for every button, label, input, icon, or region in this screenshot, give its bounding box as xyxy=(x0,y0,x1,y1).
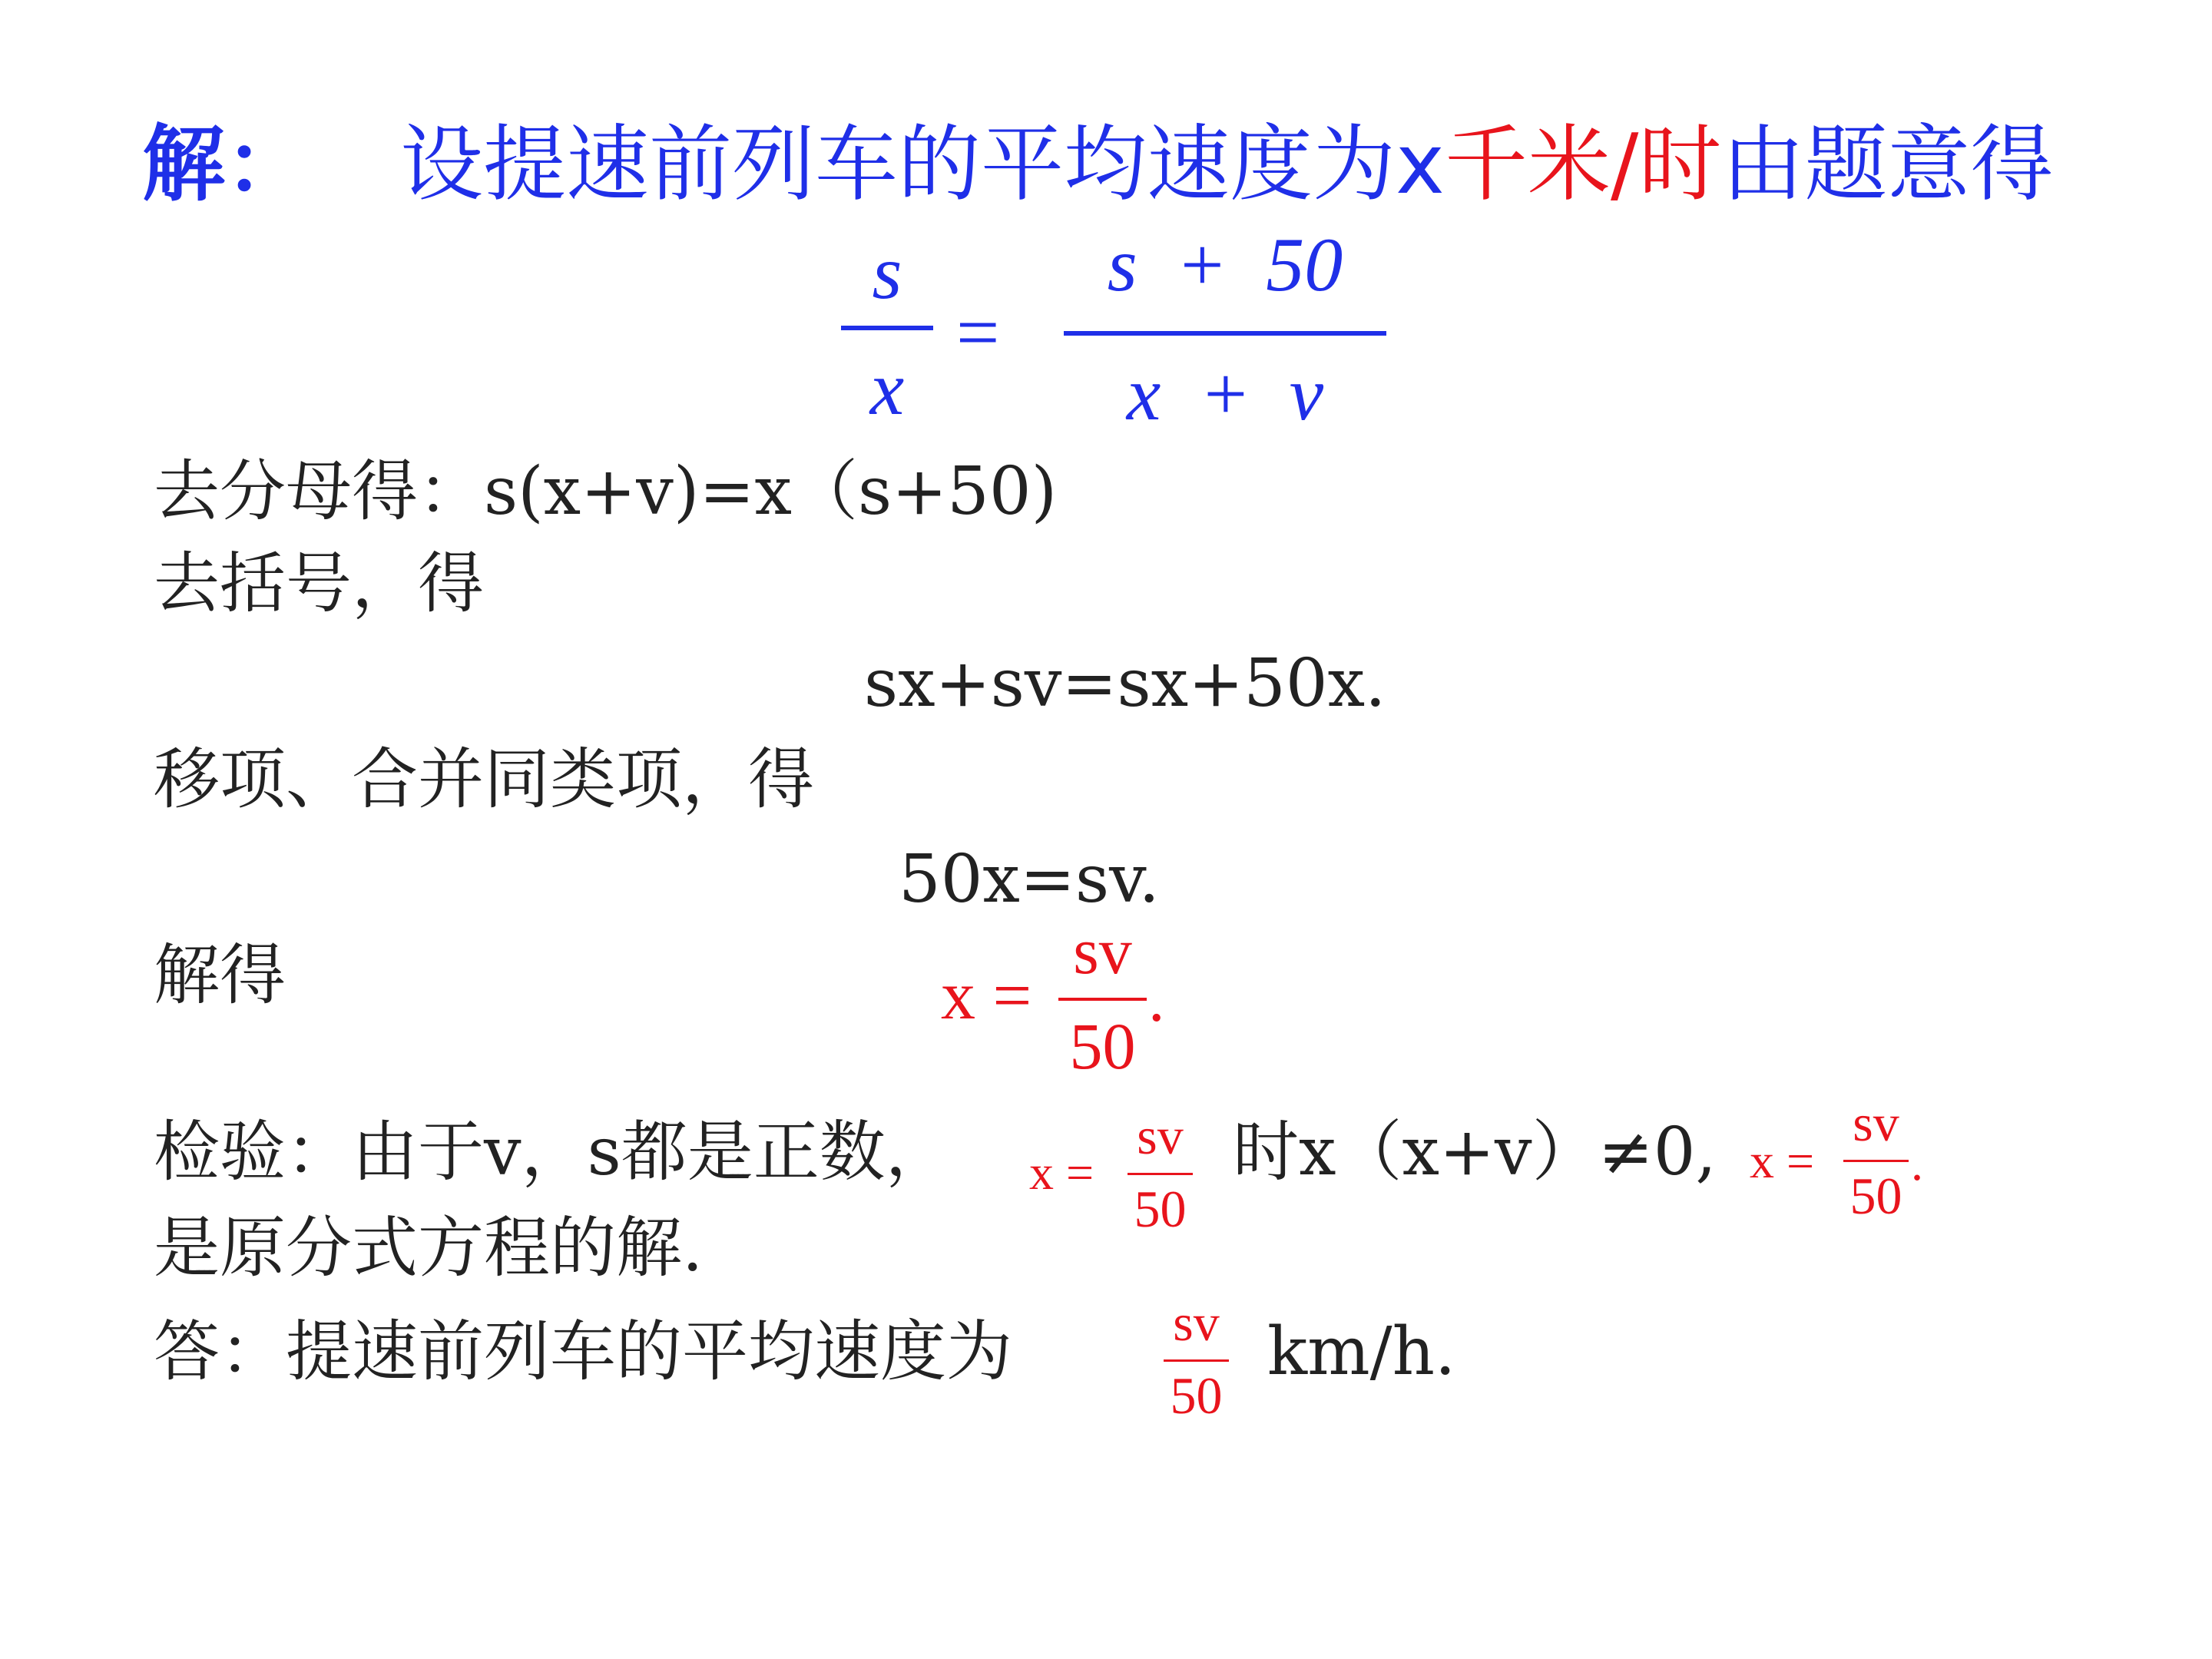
check-frac2-lhs: x = xyxy=(1750,1134,1815,1188)
answer-fraction-bar xyxy=(1164,1359,1229,1362)
lhs-denominator: x xyxy=(869,346,905,431)
solution-numerator: sv xyxy=(1073,914,1132,988)
check-frac2-bar xyxy=(1843,1160,1909,1162)
answer-numerator: sv xyxy=(1173,1293,1220,1352)
check-text-2: 时x（x+v）≠0, xyxy=(1233,1114,1717,1190)
solution-lhs: x = xyxy=(941,958,1032,1034)
check-frac1-denominator: 50 xyxy=(1134,1180,1187,1238)
step-clear-denominator: 去分母得：s(x+v)=x（s+50) xyxy=(154,453,1058,530)
answer-unit: km/h. xyxy=(1267,1313,1456,1390)
step-remove-brackets: 去括号，得 xyxy=(154,545,484,622)
title-line xyxy=(142,115,2053,215)
equation-rhs-fraction xyxy=(1064,222,1386,436)
step-solve: 解得 xyxy=(154,937,286,1014)
solution-period: . xyxy=(1148,962,1165,1035)
check-conclusion: 是原分式方程的解. xyxy=(154,1210,704,1286)
check-frac2-period: . xyxy=(1911,1136,1923,1190)
check-frac1-lhs: x = xyxy=(1029,1145,1094,1200)
title-text-blue-2: 由题意得 xyxy=(1721,117,2054,213)
rhs-numerator: s + 50 xyxy=(1107,222,1343,307)
equation-lhs-fraction xyxy=(841,230,933,431)
lhs-numerator: s xyxy=(872,230,902,315)
step-combined-equation: 50x=sv. xyxy=(899,841,1160,918)
lhs-fraction-bar xyxy=(841,326,933,330)
answer-fraction xyxy=(1164,1293,1229,1425)
check-frac1-bar xyxy=(1128,1173,1193,1175)
solution-fraction-bar xyxy=(1058,998,1147,1001)
check-fraction-1 xyxy=(1128,1107,1193,1238)
solution-label: 解： xyxy=(142,117,309,213)
check-fraction-2 xyxy=(1843,1094,1909,1225)
title-text-red: 千米/时 xyxy=(1444,117,1722,213)
rhs-denominator: x + v xyxy=(1126,351,1324,436)
answer-denominator: 50 xyxy=(1170,1366,1223,1425)
check-text-1: 检验：由于v，s都是正数， xyxy=(154,1114,952,1190)
title-text-blue: 设提速前列车的平均速度为x xyxy=(400,117,1445,213)
solution-fraction xyxy=(1058,914,1147,1083)
equation-equals: = xyxy=(956,290,1000,375)
rhs-fraction-bar xyxy=(1064,331,1386,336)
check-frac1-numerator: sv xyxy=(1137,1107,1184,1165)
solution-denominator: 50 xyxy=(1069,1009,1136,1083)
step-expanded-equation: sx+sv=sx+50x. xyxy=(864,645,1386,722)
step-combine-terms: 移项、合并同类项，得 xyxy=(154,741,814,818)
check-frac2-numerator: sv xyxy=(1853,1094,1899,1152)
answer-text: 答：提速前列车的平均速度为 xyxy=(154,1313,1012,1390)
check-frac2-denominator: 50 xyxy=(1849,1167,1902,1225)
